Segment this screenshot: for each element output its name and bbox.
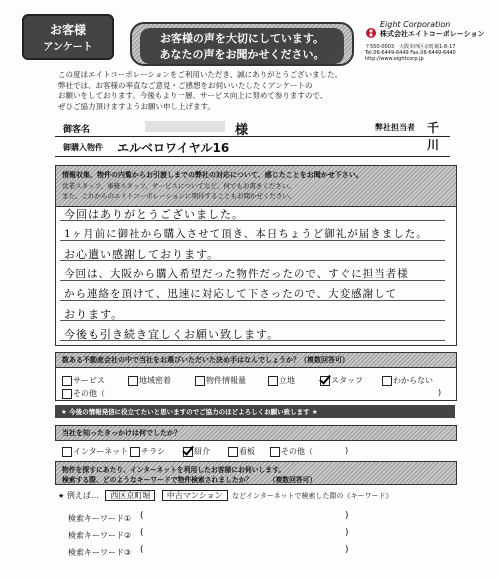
handwritten-comment: お心遣い感謝しております。 [64, 248, 220, 261]
handwritten-comment: 今回はありがとうございました。 [64, 208, 244, 221]
keyword-question: 物件を探すにあたり、インターネットを利用したお客様にお伺いします。 検索する際、どのようなキーワードで物件検索されましたか？ （複数回答可） [55, 461, 457, 485]
handwritten-comment: から連絡を頂けて、迅速に対応して下さったので、大変感謝して [64, 288, 398, 300]
info-section-header: ★ 今後の情報発信に役立てたいと思いますのでご協力のほどよろしくお願い致します ★ [55, 405, 455, 418]
example-icon: ★ [58, 492, 65, 500]
survey-page: お客様 アンケート お客様の声を大切にしています。 あなたの声をお聞かせください。 Eight Corporation 株式会社エイトコーポレーション 〒550-0003 大阪市西区京町堀1-8-17 Tel.06-6449-6449 Fax.06-6449-6440 http://www.eightcorp.jp この度はエイトコーポレーションをご利用いただき、誠にありがとうございました。 弊社では、お客様の率直なご意見・ご感想をお伺いいたしたくアンケートの お願いをしております。今後もより一層、サービス向上に努めて参りますので、 ぜひご協力頂けますようお願い申し上げます。 御客名 様 弊社担当者 千川 御購入物件 エルベロワイヤル16 情報収集、物件の内覧からお引渡しまでの弊社の対応について、感じたことをお聞かせ下さい。 営業スタッフ、事務スタッフ、サービスについてなど、何でもお書きください。 また、これからのエイトコーポレーションに期待することもお聞かせください。 今回はありがとうございました。 1ヶ月前に御社から購入させて頂き、本日ちょうど御礼が届きました。 お心遣い感謝しております。 今回は、大阪から購入希望だった物件だったので、すぐに担当者様 から連絡を頂けて、迅速に対応して下さったので、大変感謝して おります。 今後も引き続き宜しくお願い致します。 数ある不動産会社の中で当社をお選びいただいた決め手はなんでしょうか？（複数回答可） サービス 地域密着 物件情報量 立地 スタッフ わからない その他（ ) ★ 今後の情報発信に役立てたいと思いますのでご協力のほどよろしくお願い致します ★ 当社を知ったきっかけは何でしたか？ インターネット チラシ 紹介 看板 その他（ ) 物件を探すにあたり、インターネットを利用したお客様にお伺いします。 検索する際、どのようなキーワードで物件検索されましたか？ （複数回答可） ★ 例えば… 西区京町堀 中古マンション などインターネットで検索した際の《キーワード》 検索キーワード① ( ) 検索キーワード② ( ) 検索キーワード③ ( ) [0, 0, 500, 579]
customer-suffix: 様 [235, 123, 249, 138]
source-option-referral[interactable]: 紹介 [183, 446, 210, 457]
source-option-internet[interactable]: インターネット [62, 446, 128, 457]
company-address: 〒550-0003 大阪市西区京町堀1-8-17 [365, 44, 456, 50]
source-option-flyer[interactable]: チラシ [130, 446, 165, 457]
reason-question: 数ある不動産会社の中で当社をお選びいただいた決め手はなんでしょうか？（複数回答可） [55, 352, 457, 368]
intro-line: お願いをしております。今後もより一層、サービス向上に努めて参りますので、 [58, 91, 328, 100]
reason-option-staff[interactable]: スタッフ [320, 375, 363, 386]
handwritten-comment: 今後も引き続き宜しくお願い致します。 [64, 328, 280, 341]
check-mark-icon [183, 447, 193, 457]
reason-option-other[interactable]: その他（ [62, 388, 105, 399]
keyword-3-label: 検索キーワード③ [68, 548, 132, 557]
comment-header-line: 情報収集、物件の内覧からお引渡しまでの弊社の対応について、感じたことをお聞かせ下さい。 [62, 171, 363, 179]
intro-line: 弊社では、お客様の率直なご意見・ご感想をお伺いいたしたくアンケートの [58, 80, 313, 90]
keyword-1-label: 検索キーワード① [68, 514, 132, 523]
intro-line: ぜひご協力頂けますようお願い申し上げます。 [58, 101, 215, 111]
company-url: http://www.eightcorp.jp [365, 56, 424, 62]
handwritten-comment: 1ヶ月前に御社から購入させて頂き、本日ちょうど御礼が届きました。 [64, 228, 428, 240]
keyword-2-field[interactable] [148, 527, 338, 539]
badge-line2: アンケート [43, 42, 93, 53]
intro-line: この度はエイトコーポレーションをご利用いただき、誠にありがとうございました。 [58, 70, 343, 79]
property-row [55, 138, 450, 157]
eight-logo-icon [365, 24, 377, 36]
company-tel: Tel.06-6449-6449 Fax.06-6449-6440 [365, 50, 456, 56]
source-question: 当社を知ったきっかけは何でしたか？ [55, 425, 457, 441]
reason-option-local[interactable]: 地域密着 [128, 375, 171, 386]
survey-badge [22, 14, 114, 60]
customer-label: 御客名 [63, 125, 91, 135]
handwritten-comment: おります。 [64, 308, 124, 321]
keyword-3-field[interactable] [148, 544, 338, 556]
property-name: エルベロワイヤル16 [117, 141, 230, 155]
banner-line1: お客様の声を大切にしています。 [159, 32, 325, 45]
keyword-example: ★ 例えば… 西区京町堀 中古マンション などインターネットで検索した際の《キーワード》 [58, 491, 393, 500]
company-name-jp: 株式会社エイトコーポレーション [380, 30, 485, 38]
handwritten-comment: 今回は、大阪から購入希望だった物件だったので、すぐに担当者様 [64, 268, 409, 280]
check-mark-icon [320, 376, 330, 386]
intro-text [58, 70, 342, 112]
comment-header-line: また、これからのエイトコーポレーションに期待することもお聞かせください。 [62, 192, 296, 200]
staff-label: 弊社担当者 [375, 123, 415, 132]
comment-header-line: 営業スタッフ、事務スタッフ、サービスについてなど、何でもお書きください。 [62, 182, 295, 190]
comment-section-header [55, 165, 457, 207]
reason-option-unknown[interactable]: わからない [382, 375, 433, 386]
title-banner [130, 22, 354, 66]
badge-line1: お客様 [49, 23, 86, 37]
reason-option-location[interactable]: 立地 [268, 375, 295, 386]
company-info [365, 20, 495, 62]
reason-option-listings[interactable]: 物件情報量 [195, 375, 246, 386]
property-label: 御購入物件 [63, 143, 103, 152]
keyword-2-label: 検索キーワード② [68, 531, 132, 540]
keyword-1-field[interactable] [148, 510, 338, 522]
company-name-en: Eight Corporation [380, 20, 451, 29]
reason-option-service[interactable]: サービス [62, 375, 105, 386]
staff-name: 千川 [427, 121, 440, 152]
source-option-other[interactable]: その他（ [270, 446, 313, 457]
customer-name-redacted [145, 121, 225, 132]
banner-line2: あなたの声をお聞かせください。 [159, 48, 325, 61]
source-option-signboard[interactable]: 看板 [228, 446, 255, 457]
